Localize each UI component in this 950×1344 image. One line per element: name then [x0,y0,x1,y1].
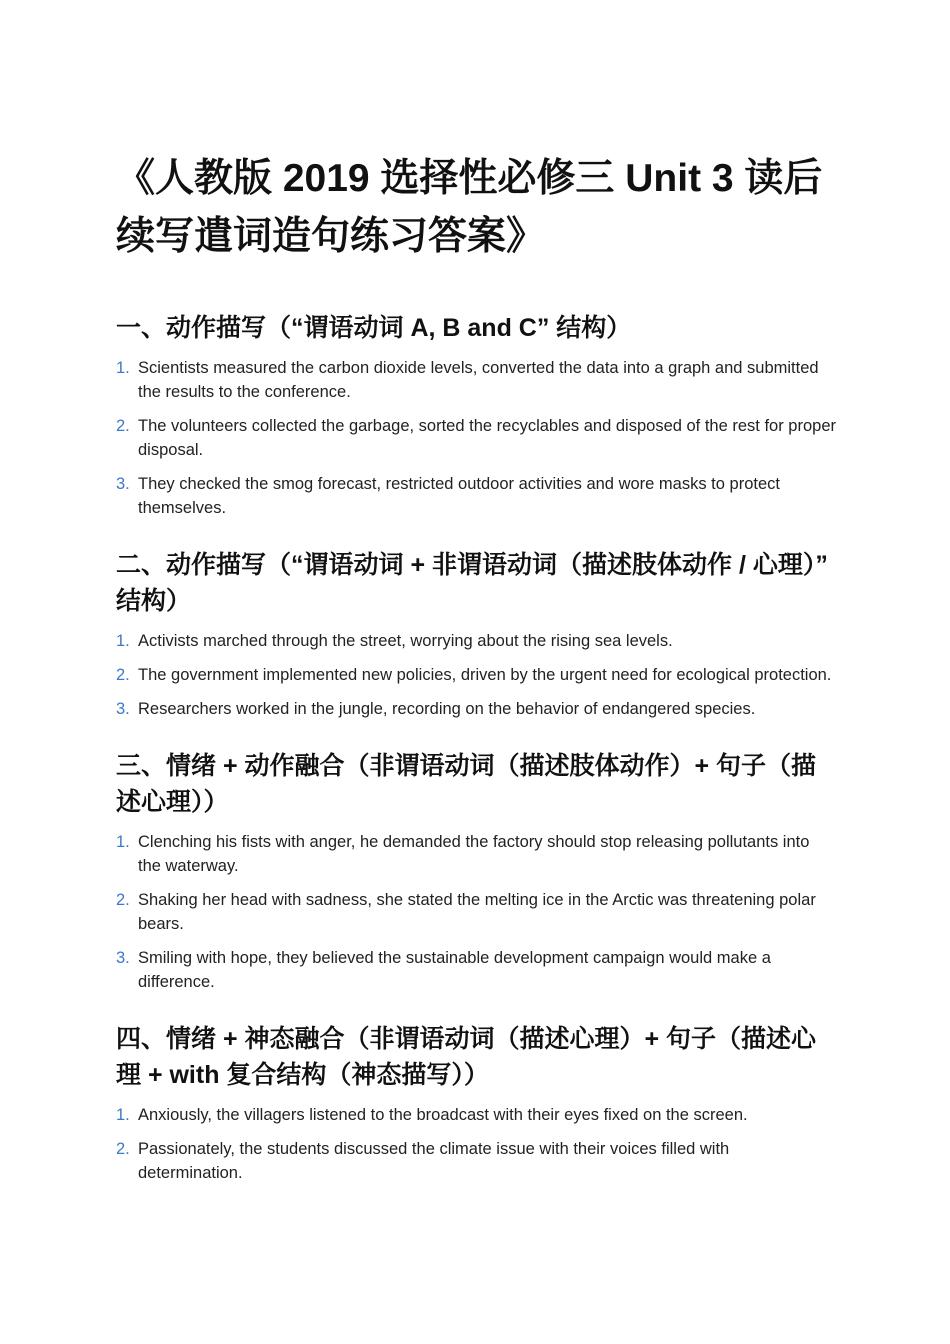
list-item [116,888,836,936]
section-heading: 三、情绪 + 动作融合（非谓语动词（描述肢体动作）+ 句子（描述心理）） [116,752,817,816]
list-number: 3. [116,949,130,967]
list-text: The volunteers collected the garbage, sorted the recyclables and disposed of the rest for proper disposal. [138,417,836,459]
list-item [116,830,836,878]
section-emotion-action [116,748,836,994]
list-text: Shaking her head with sadness, she stated the melting ice in the Arctic was threatening polar bears. [138,891,816,933]
list-item [116,946,836,994]
answer-list [116,356,836,520]
list-number: 1. [116,632,130,650]
list-text: Researchers worked in the jungle, recording on the behavior of endangered species. [138,700,756,718]
list-text: Anxiously, the villagers listened to the broadcast with their eyes fixed on the screen. [138,1106,748,1124]
section-action-abc [116,310,836,520]
list-text: Scientists measured the carbon dioxide levels, converted the data into a graph and submitted the results to the conference. [138,359,819,401]
list-text: Clenching his fists with anger, he demanded the factory should stop releasing pollutants into the waterway. [138,833,810,875]
list-item [116,697,836,721]
list-text: Smiling with hope, they believed the sustainable development campaign would make a difference. [138,949,771,991]
answer-list [116,1103,836,1185]
list-item [116,1137,836,1185]
section-action-nonfinite [116,547,836,721]
list-number: 1. [116,359,130,377]
list-text: Activists marched through the street, worrying about the rising sea levels. [138,632,673,650]
list-text: The government implemented new policies, driven by the urgent need for ecological protection. [138,666,832,684]
section-heading: 二、动作描写（“谓语动词 + 非谓语动词（描述肢体动作 / 心理）” 结构） [116,551,828,615]
document-page [116,150,836,1185]
section-heading: 四、情绪 + 神态融合（非谓语动词（描述心理）+ 句子（描述心理 + with 复合结构（神态描写）） [116,1025,817,1089]
list-number: 2. [116,891,130,909]
list-item [116,629,836,653]
list-item [116,1103,836,1127]
list-number: 3. [116,475,130,493]
list-number: 1. [116,833,130,851]
section-heading: 一、动作描写（“谓语动词 A, B and C” 结构） [116,314,632,342]
list-item [116,356,836,404]
list-item [116,472,836,520]
answer-list [116,830,836,994]
list-number: 1. [116,1106,130,1124]
list-text: They checked the smog forecast, restricted outdoor activities and wore masks to protect themselves. [138,475,780,517]
list-item [116,414,836,462]
section-emotion-expression [116,1021,836,1185]
document-title: 《人教版 2019 选择性必修三 Unit 3 读后续写遣词造句练习答案》 [116,157,823,258]
list-number: 2. [116,417,130,435]
list-number: 2. [116,1140,130,1158]
list-text: Passionately, the students discussed the climate issue with their voices filled with determination. [138,1140,730,1182]
list-item [116,663,836,687]
list-number: 2. [116,666,130,684]
list-number: 3. [116,700,130,718]
answer-list [116,629,836,721]
